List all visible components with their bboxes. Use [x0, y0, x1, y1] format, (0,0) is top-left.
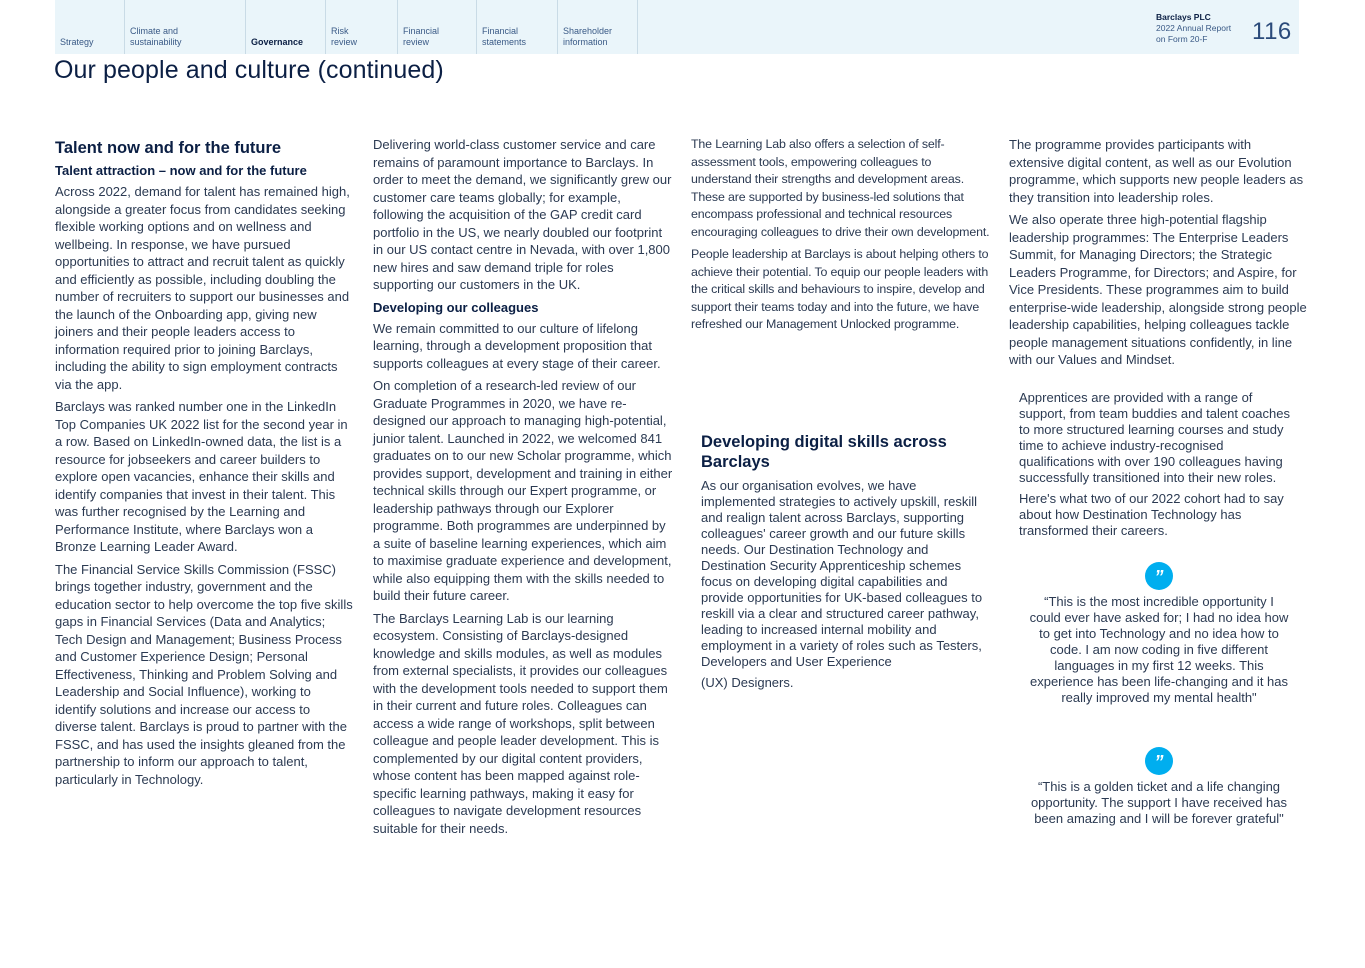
page-number: 116 — [1252, 18, 1292, 45]
paragraph: The Barclays Learning Lab is our learning ecosystem. Consisting of Barclays-designed knowledge and skills modules, as well as modules from external specialists, it provides our colleagues with the development tools needed to support them in their current and future roles. Colleagues can access a wide range of workshops, split between colleague and people leader development. This is complemented by our digital content providers, whose content has been mapped against role-specific learning pathways, making it easy for colleagues to navigate development resources suitable for their needs. — [373, 610, 668, 836]
paragraph: On completion of a research-led review of our Graduate Programmes in 2020, we have re-designed our approach to managing high-potential, junior talent. Launched in 2022, we welcomed 841 graduates on to our new Scholar programme, which provides support, development and training in either technical skills through our Expert programme, or leadership pathways through our Explorer programme. Both programmes are underpinned by a suite of baseline learning experiences, which aim to maximise graduate experience and development, while also equipping them with the skills needed to build their future career. — [373, 378, 673, 603]
quote-mark-icon: ” — [1145, 747, 1173, 775]
apprentices-text — [1019, 390, 1299, 544]
digital-skills-feature — [701, 432, 986, 696]
paragraph: Here's what two of our 2022 cohort had to say about how Destination Technology has transformed their careers. — [1019, 491, 1284, 538]
paragraph: Barclays was ranked number one in the LinkedIn Top Companies UK 2022 list for the second year in a row. Based on LinkedIn-owned data, the list is a resource for jobseekers and career builders to explore open vacancies, enhance their skills and identify companies that invest in their talent. This was further recognised by the Learning and Performance Institute, where Barclays won a Bronze Learning Leader Award. — [55, 399, 348, 554]
testimonial-quote-1: “This is the most incredible opportunity I could ever have asked for; I had no idea how to get into Technology and no idea how to code. I am now coding in five different languages in my first 12 weeks. This experience has been life-changing and it has really improved my mental health" — [1029, 594, 1289, 705]
paragraph: (UX) Designers. — [701, 675, 794, 690]
subheading-talent-attraction: Talent attraction – now and for the future — [55, 163, 307, 178]
tab-climate-and-sustainability[interactable]: Climate and sustainability — [125, 0, 246, 54]
paragraph: We remain committed to our culture of lifelong learning, through a development proposition that supports colleagues at every stage of their career. — [373, 320, 661, 371]
report-title-line2: on Form 20-F — [1156, 34, 1208, 44]
subheading-developing-colleagues: Developing our colleagues — [373, 299, 539, 315]
paragraph: As our organisation evolves, we have implemented strategies to actively upskill, reskill and realign talent across Barclays, supporting colleagues' career growth and our future skills needs. Our Destination Technology and Destination Security Apprenticeship schemes focus on developing digital capabilities and provide opportunities for UK-based colleagues to reskill via a clear and structured career pathway, leading to increased internal mobility and employment in a variety of roles such as Testers, Developers and User Experience — [701, 478, 983, 669]
testimonial-quote-2: “This is a golden ticket and a life changing opportunity. The support I have received has been amazing and I will be forever grateful" — [1030, 779, 1288, 826]
feature-heading: Developing digital skills across Barclays — [701, 433, 947, 471]
paragraph: The Learning Lab also offers a selection of self-assessment tools, empowering colleagues to understand their strengths and development areas. These are supported by business-led solutions that encompass professional and technical resources encouraging colleagues to drive their own development. — [691, 137, 990, 239]
company-name: Barclays PLC — [1156, 12, 1211, 22]
tab-financial-statements[interactable]: Financial statements — [477, 0, 558, 54]
report-title-line1: 2022 Annual Report — [1156, 23, 1232, 33]
paragraph: Delivering world-class customer service and care remains of paramount importance to Barclays. In order to meet the demand, we significantly grew our customer care teams globally; for example, following the acquisition of the GAP credit card portfolio in the US, we nearly doubled our footprint in our US contact centre in Nevada, with over 1,800 new hires and saw demand triple for roles supporting our customers in the UK. — [373, 137, 672, 292]
section-heading-talent: Talent now and for the future — [55, 139, 282, 157]
top-navigation — [55, 0, 1299, 54]
page-title: Our people and culture (continued) — [54, 56, 444, 84]
paragraph: People leadership at Barclays is about helping others to achieve their potential. To equip our people leaders with the critical skills and behaviours to inspire, develop and support their teams today and into the future, we have refreshed our Management Unlocked programme. — [691, 247, 989, 331]
paragraph: The Financial Service Skills Commission (FSSC) brings together industry, government and the education sector to help overcome the top five skills gaps in Financial Services (Data and Analytics; Tech Design and Management; Business Process and Customer Experience Design; Personal Effectiveness, Thinking and Problem Solving and Leadership and Social Influence), working to identify solutions and increase our access to diverse talent. Barclays is proud to partner with the FSSC, and has used the insights gleaned from the partnership to inform our approach to talent, particularly in Technology. — [55, 561, 353, 787]
paragraph: Apprentices are provided with a range of support, from team buddies and talent coaches to more structured learning courses and study time to achieve industry-recognised qualifications with over 190 colleagues having successfully transitioned into their new roles. — [1019, 390, 1290, 485]
tab-shareholder-information[interactable]: Shareholder information — [558, 0, 638, 54]
column-learning-lab — [691, 136, 991, 339]
column-developing-colleagues — [373, 136, 673, 842]
tab-financial-review[interactable]: Financial review — [398, 0, 477, 54]
paragraph: The programme provides participants with extensive digital content, as well as our Evolution programme, which supports new people leaders as they transition into leadership roles. — [1009, 137, 1304, 205]
tab-strategy[interactable]: Strategy — [55, 0, 125, 54]
paragraph: Across 2022, demand for talent has remained high, alongside a greater focus from candidates seeking flexible working options and on wellness and wellbeing. In response, we have pursued opportunities to attract and recruit talent as quickly and efficiently as possible, including doubling the number of recruiters to support our businesses and the launch of the Onboarding app, giving new joiners and their people leaders access to information required prior to joining Barclays, including the ability to sign employment contracts via the app. — [55, 184, 350, 392]
tab-governance[interactable]: Governance — [246, 0, 326, 54]
column-leadership-programmes — [1009, 136, 1309, 374]
paragraph: We also operate three high-potential flagship leadership programmes: The Enterprise Leaders Summit, for Managing Directors; the Strategic Leaders Programme, for Directors; and Aspire, for Vice Presidents. These programmes aim to build enterprise-wide leadership, alongside strong people leadership capabilities, helping colleagues tackle people management situations confidently, in line with our Values and Mindset. — [1009, 212, 1307, 367]
report-branding — [1156, 12, 1231, 45]
tab-risk-review[interactable]: Risk review — [326, 0, 398, 54]
column-talent — [55, 136, 355, 793]
quote-mark-icon: ” — [1145, 562, 1173, 590]
